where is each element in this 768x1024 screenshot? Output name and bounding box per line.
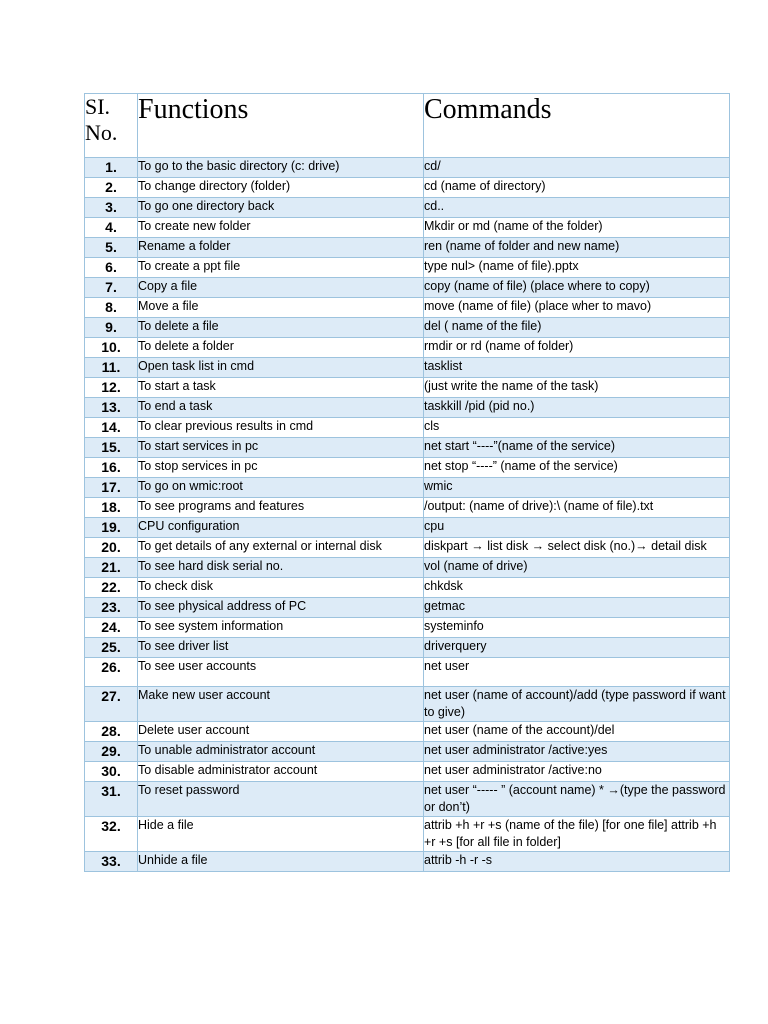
- row-function: To see user accounts: [138, 658, 424, 687]
- row-command: copy (name of file) (place where to copy): [424, 278, 730, 298]
- row-number: 7.: [85, 278, 138, 298]
- row-command: del ( name of the file): [424, 318, 730, 338]
- table-row: [85, 298, 730, 318]
- row-function: Hide a file: [138, 817, 424, 852]
- row-number: 32.: [85, 817, 138, 852]
- table-row: [85, 178, 730, 198]
- table-body: [85, 158, 730, 872]
- row-function: To change directory (folder): [138, 178, 424, 198]
- table-row: [85, 438, 730, 458]
- header-row: [85, 94, 730, 158]
- row-command: net user (name of the account)/del: [424, 722, 730, 742]
- table-row: [85, 378, 730, 398]
- table-row: [85, 418, 730, 438]
- row-function: To clear previous results in cmd: [138, 418, 424, 438]
- row-number: 19.: [85, 518, 138, 538]
- row-function: To reset password: [138, 782, 424, 817]
- row-function: To create a ppt file: [138, 258, 424, 278]
- row-number: 5.: [85, 238, 138, 258]
- row-function: CPU configuration: [138, 518, 424, 538]
- table-row: [85, 538, 730, 558]
- row-function: Rename a folder: [138, 238, 424, 258]
- table-row: [85, 478, 730, 498]
- table-row: [85, 358, 730, 378]
- row-command: tasklist: [424, 358, 730, 378]
- row-command: cls: [424, 418, 730, 438]
- row-number: 1.: [85, 158, 138, 178]
- table-row: [85, 638, 730, 658]
- table-row: [85, 158, 730, 178]
- table-row: [85, 238, 730, 258]
- row-number: 29.: [85, 742, 138, 762]
- table-row: [85, 817, 730, 852]
- row-command: Mkdir or md (name of the folder): [424, 218, 730, 238]
- table-row: [85, 578, 730, 598]
- row-function: Make new user account: [138, 687, 424, 722]
- row-command: net start “----”(name of the service): [424, 438, 730, 458]
- row-command: diskpart → list disk → select disk (no.)→ detail disk: [424, 538, 730, 558]
- row-command: rmdir or rd (name of folder): [424, 338, 730, 358]
- row-command: getmac: [424, 598, 730, 618]
- row-number: 25.: [85, 638, 138, 658]
- row-function: To go one directory back: [138, 198, 424, 218]
- row-number: 9.: [85, 318, 138, 338]
- row-command: attrib -h -r -s: [424, 852, 730, 872]
- row-command: net user administrator /active:yes: [424, 742, 730, 762]
- row-command: attrib +h +r +s (name of the file) [for one file] attrib +h +r +s [for all file in folder]: [424, 817, 730, 852]
- table-row: [85, 258, 730, 278]
- header-functions: Functions: [138, 94, 424, 158]
- row-number: 13.: [85, 398, 138, 418]
- row-number: 3.: [85, 198, 138, 218]
- row-function: To check disk: [138, 578, 424, 598]
- row-number: 12.: [85, 378, 138, 398]
- row-function: To unable administrator account: [138, 742, 424, 762]
- commands-table: [84, 93, 730, 872]
- row-command: wmic: [424, 478, 730, 498]
- row-number: 11.: [85, 358, 138, 378]
- table-row: [85, 722, 730, 742]
- table-row: [85, 782, 730, 817]
- row-function: To see hard disk serial no.: [138, 558, 424, 578]
- row-number: 18.: [85, 498, 138, 518]
- row-number: 17.: [85, 478, 138, 498]
- row-function: To go to the basic directory (c: drive): [138, 158, 424, 178]
- row-function: Unhide a file: [138, 852, 424, 872]
- row-number: 6.: [85, 258, 138, 278]
- header-number: SI. No.: [85, 94, 138, 158]
- row-command: systeminfo: [424, 618, 730, 638]
- row-function: To see programs and features: [138, 498, 424, 518]
- row-command: move (name of file) (place wher to mavo): [424, 298, 730, 318]
- row-function: Open task list in cmd: [138, 358, 424, 378]
- row-function: To delete a file: [138, 318, 424, 338]
- row-function: To see physical address of PC: [138, 598, 424, 618]
- row-function: To disable administrator account: [138, 762, 424, 782]
- row-number: 8.: [85, 298, 138, 318]
- row-number: 20.: [85, 538, 138, 558]
- row-command: cd (name of directory): [424, 178, 730, 198]
- row-number: 4.: [85, 218, 138, 238]
- table-row: [85, 762, 730, 782]
- table-row: [85, 558, 730, 578]
- row-command: chkdsk: [424, 578, 730, 598]
- row-command: vol (name of drive): [424, 558, 730, 578]
- row-number: 28.: [85, 722, 138, 742]
- row-number: 26.: [85, 658, 138, 687]
- row-command: (just write the name of the task): [424, 378, 730, 398]
- row-number: 16.: [85, 458, 138, 478]
- row-command: cd..: [424, 198, 730, 218]
- row-command: net user (name of account)/add (type password if want to give): [424, 687, 730, 722]
- table-row: [85, 598, 730, 618]
- row-number: 30.: [85, 762, 138, 782]
- row-command: net user: [424, 658, 730, 687]
- row-command: net stop “----” (name of the service): [424, 458, 730, 478]
- row-number: 21.: [85, 558, 138, 578]
- table-row: [85, 618, 730, 638]
- row-number: 23.: [85, 598, 138, 618]
- table-row: [85, 687, 730, 722]
- row-command: taskkill /pid (pid no.): [424, 398, 730, 418]
- table-row: [85, 518, 730, 538]
- table-row: [85, 458, 730, 478]
- row-command: /output: (name of drive):\ (name of file).txt: [424, 498, 730, 518]
- row-number: 14.: [85, 418, 138, 438]
- row-command: net user administrator /active:no: [424, 762, 730, 782]
- row-command: cpu: [424, 518, 730, 538]
- row-number: 10.: [85, 338, 138, 358]
- row-function: To see driver list: [138, 638, 424, 658]
- row-number: 24.: [85, 618, 138, 638]
- row-function: To end a task: [138, 398, 424, 418]
- row-function: To get details of any external or internal disk: [138, 538, 424, 558]
- table-row: [85, 398, 730, 418]
- row-number: 22.: [85, 578, 138, 598]
- row-function: To create new folder: [138, 218, 424, 238]
- row-function: Delete user account: [138, 722, 424, 742]
- row-function: To go on wmic:root: [138, 478, 424, 498]
- row-command: cd/: [424, 158, 730, 178]
- table-row: [85, 498, 730, 518]
- row-function: To delete a folder: [138, 338, 424, 358]
- row-function: Move a file: [138, 298, 424, 318]
- row-function: Copy a file: [138, 278, 424, 298]
- table-row: [85, 852, 730, 872]
- row-command: net user “----- ” (account name) * →(type the password or don’t): [424, 782, 730, 817]
- row-number: 15.: [85, 438, 138, 458]
- table-row: [85, 198, 730, 218]
- row-command: driverquery: [424, 638, 730, 658]
- table-row: [85, 218, 730, 238]
- row-command: type nul> (name of file).pptx: [424, 258, 730, 278]
- row-number: 2.: [85, 178, 138, 198]
- row-number: 27.: [85, 687, 138, 722]
- row-function: To start services in pc: [138, 438, 424, 458]
- table-row: [85, 742, 730, 762]
- row-function: To stop services in pc: [138, 458, 424, 478]
- table-row: [85, 658, 730, 687]
- row-number: 33.: [85, 852, 138, 872]
- table-row: [85, 318, 730, 338]
- row-number: 31.: [85, 782, 138, 817]
- header-commands: Commands: [424, 94, 730, 158]
- row-command: ren (name of folder and new name): [424, 238, 730, 258]
- row-function: To start a task: [138, 378, 424, 398]
- row-function: To see system information: [138, 618, 424, 638]
- table-row: [85, 338, 730, 358]
- table-row: [85, 278, 730, 298]
